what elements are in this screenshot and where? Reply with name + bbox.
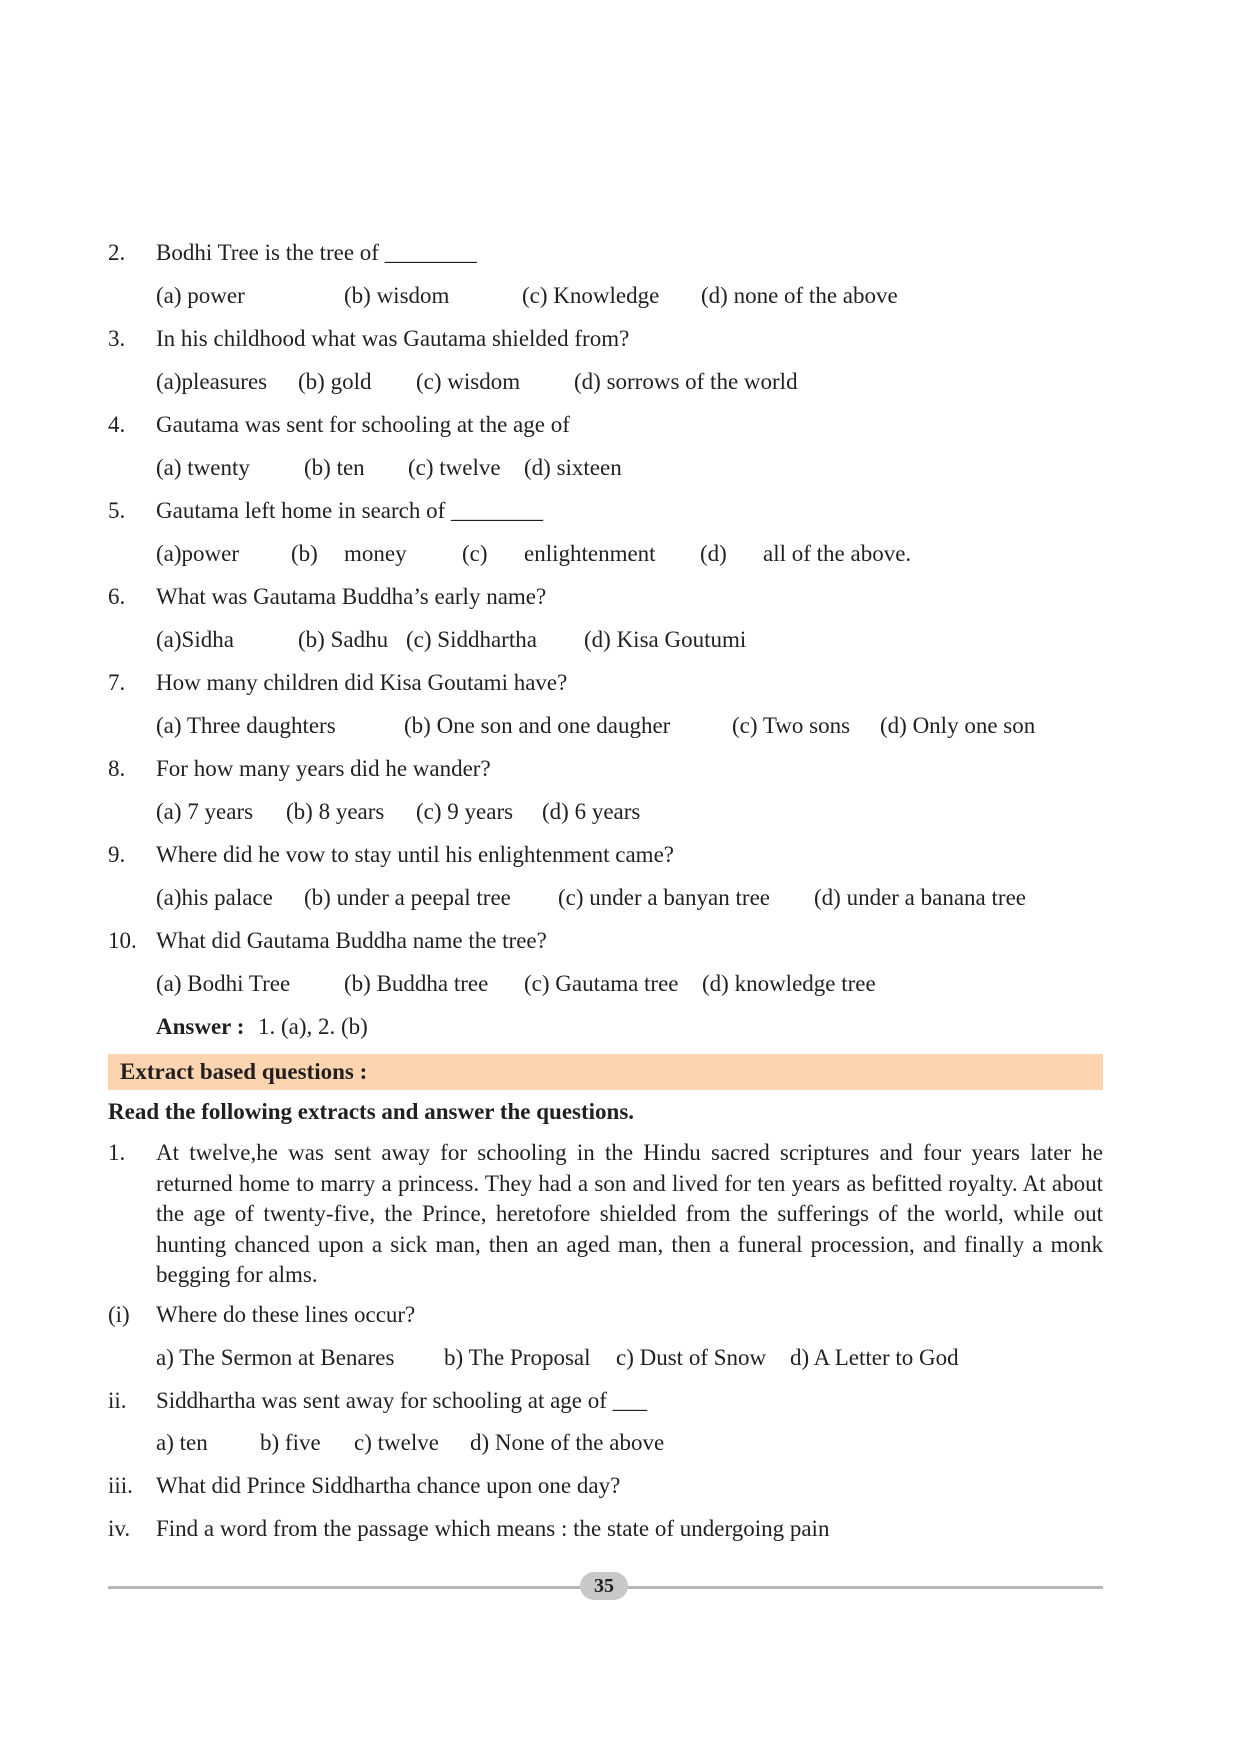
option-c: c) twelve [354,1430,439,1455]
option-d: (d) Only one son [880,713,1036,738]
option-c: (c) twelve [408,455,501,480]
option-a: (a) power [156,283,245,308]
option-b-label: (b) [291,541,318,566]
question-text: In his childhood what was Gautama shielded from? [156,326,630,351]
option-c: (c) wisdom [416,369,521,394]
extract-number: 1. [108,1140,126,1165]
option-a: (a)his palace [156,885,273,910]
option-c: (c) Siddhartha [406,627,537,652]
option-b: b) five [260,1430,321,1455]
option-a: (a) Bodhi Tree [156,971,291,996]
option-d: d) A Letter to God [790,1345,959,1370]
option-b-text: money [344,541,407,566]
question-text: Bodhi Tree is the tree of ________ [156,240,477,265]
option-a: (a) twenty [156,455,250,480]
option-c: (c) Two sons [732,713,851,738]
answer-label: Answer : [156,1014,245,1039]
option-c: c) Dust of Snow [616,1345,767,1370]
option-a: a) The Sermon at Benares [156,1345,395,1370]
option-d: (d) knowledge tree [702,971,876,996]
question-text: How many children did Kisa Goutami have? [156,670,568,695]
option-a: (a) 7 years [156,799,254,824]
option-a: (a)pleasures [156,369,268,394]
question-number: 10. [108,928,137,953]
option-b: (b) gold [298,369,372,394]
question-number: 7. [108,670,126,695]
option-c: (c) 9 years [416,799,514,824]
option-b: (b) Sadhu [298,627,389,652]
option-b: (b) ten [304,455,365,480]
instruction: Read the following extracts and answer the questions. [108,1099,635,1124]
option-b: (b) One son and one daugher [404,713,671,738]
option-b: (b) wisdom [344,283,450,308]
option-b: (b) Buddha tree [344,971,489,996]
option-b: (b) under a peepal tree [304,885,511,910]
question-number: (i) [108,1302,130,1327]
option-c-label: (c) [462,541,488,566]
question-number: 8. [108,756,126,781]
option-c: (c) Gautama tree [524,971,679,996]
option-a: (a) Three daughters [156,713,336,738]
option-b: (b) 8 years [286,799,385,824]
option-d: (d) sixteen [524,455,622,480]
option-a: (a)power [156,541,240,566]
question-text: Siddhartha was sent away for schooling at age of ___ [156,1388,648,1413]
question-number: 4. [108,412,126,437]
extract-paragraph: At twelve,he was sent away for schooling in the Hindu sacred scriptures and four years later he returned home to marry a princess. They had a son and lived for ten years as befitted royalty. At about the age of twenty-five, the Prince, heretofore shielded from the sufferings of the world, while out hunting chanced upon a sick man, then an aged man, then a funeral procession, and finally a monk begging for alms. [156,1140,1103,1287]
option-d: d) None of the above [470,1430,665,1455]
question-number: 5. [108,498,126,523]
question-text: For how many years did he wander? [156,756,491,781]
page-number: 35 [580,1572,628,1600]
question-number: 6. [108,584,126,609]
option-d-label: (d) [700,541,727,566]
option-b: b) The Proposal [444,1345,591,1370]
question-number: ii. [108,1388,127,1413]
question-text: Find a word from the passage which means : the state of undergoing pain [156,1516,830,1541]
option-c: (c) Knowledge [522,283,660,308]
answer-text: 1. (a), 2. (b) [258,1014,368,1039]
option-d: (d) 6 years [542,799,641,824]
option-d: (d) under a banana tree [814,885,1026,910]
question-text: Where do these lines occur? [156,1302,416,1327]
section-title-band [108,1054,1103,1090]
option-d: (d) sorrows of the world [574,369,798,394]
question-number: 3. [108,326,126,351]
question-number: iv. [108,1516,131,1541]
question-text: Gautama left home in search of ________ [156,498,544,523]
question-number: iii. [108,1473,133,1498]
option-d-text: all of the above. [763,541,912,566]
option-a: a) ten [156,1430,208,1455]
option-d: (d) none of the above [701,283,898,308]
option-c-text: enlightenment [524,541,656,566]
question-text: Gautama was sent for schooling at the age of [156,412,570,437]
option-c: (c) under a banyan tree [558,885,770,910]
question-text: What did Prince Siddhartha chance upon one day? [156,1473,621,1498]
question-number: 9. [108,842,126,867]
option-a: (a)Sidha [156,627,234,652]
question-text: What was Gautama Buddha’s early name? [156,584,547,609]
option-d: (d) Kisa Goutumi [584,627,747,652]
section-title: Extract based questions : [120,1059,368,1084]
question-text: Where did he vow to stay until his enlightenment came? [156,842,674,867]
question-number: 2. [108,240,126,265]
question-text: What did Gautama Buddha name the tree? [156,928,547,953]
